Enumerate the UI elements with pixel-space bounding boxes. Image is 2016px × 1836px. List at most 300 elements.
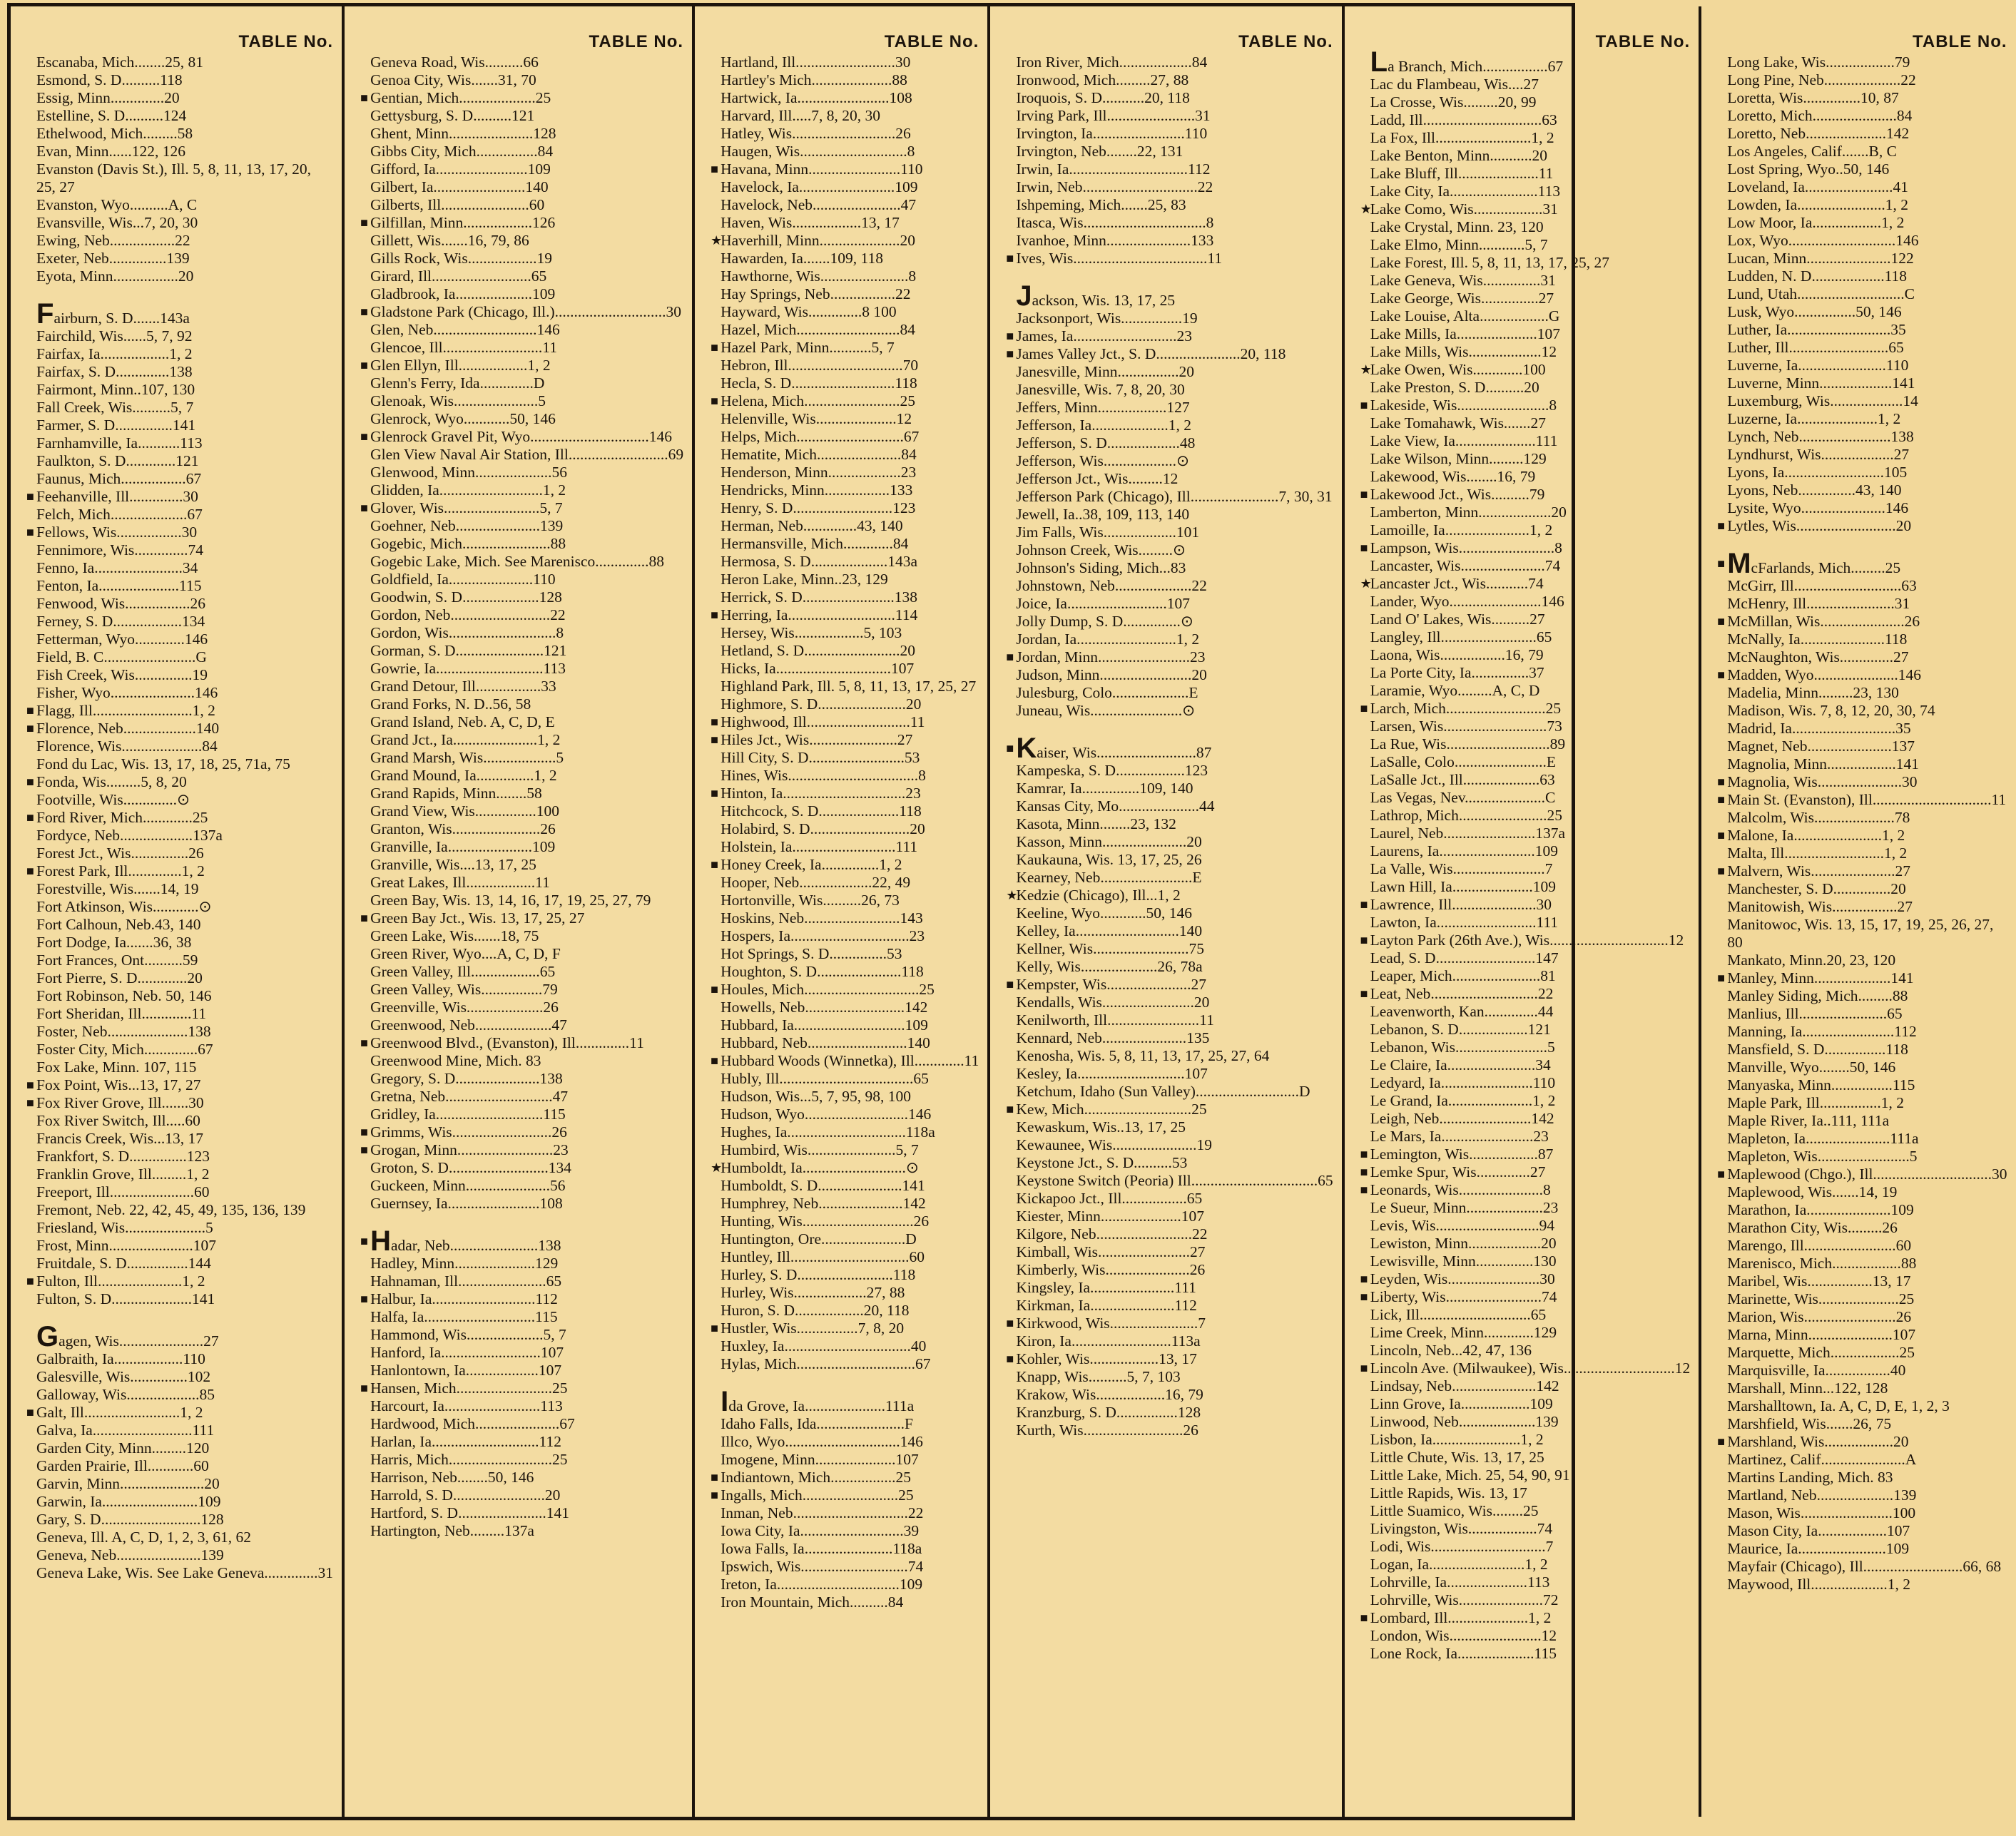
entry-text: Lake Louise, Alta..................G xyxy=(1370,307,1560,325)
entry-text: Lowden, Ia.......................1, 2 xyxy=(1727,196,1908,213)
index-entry xyxy=(721,1266,979,1284)
index-entry xyxy=(1717,517,2007,535)
index-entry xyxy=(36,1219,333,1237)
star-marker-icon: ★ xyxy=(1360,202,1372,216)
entry-text: Fenwood, Wis.................26 xyxy=(36,595,206,612)
index-entry xyxy=(1370,1003,1691,1021)
index-entry xyxy=(1016,1332,1333,1350)
square-marker-icon: ■ xyxy=(1717,556,1726,571)
index-entry xyxy=(370,785,683,802)
index-entry xyxy=(370,160,683,178)
entry-text: Essig, Minn..............20 xyxy=(36,89,180,106)
index-entry xyxy=(1016,1243,1333,1261)
square-marker-icon: ■ xyxy=(1360,487,1368,501)
index-entry xyxy=(36,1564,333,1582)
index-entry xyxy=(370,143,683,160)
entry-text: Exeter, Neb...............139 xyxy=(36,250,190,267)
index-entry xyxy=(1727,684,2007,702)
entry-text: Green Bay, Wis. 13, 14, 16, 17, 19, 25, 27, 79 xyxy=(370,892,651,909)
square-marker-icon: ■ xyxy=(711,857,718,872)
entry-text: Luverne, Minn...................141 xyxy=(1727,374,1915,392)
entry-text: Hubbard, Ia.............................109 xyxy=(721,1016,928,1034)
index-entry xyxy=(370,624,683,642)
entry-text: Ladd, Ill...............................63 xyxy=(1370,111,1557,128)
index-entry xyxy=(1727,143,2007,160)
entry-text: Maple River, Ia..111, 111a xyxy=(1727,1112,1890,1129)
entry-text: Hill City, S. D.........................53 xyxy=(721,749,920,766)
entry-text: Marna, Minn......................107 xyxy=(1727,1326,1916,1343)
entry-text: Malvern, Wis......................27 xyxy=(1727,862,1910,879)
entry-text: Hawthorne, Wis.......................8 xyxy=(721,267,917,285)
index-entry xyxy=(1016,577,1333,595)
index-entry xyxy=(36,250,333,267)
index-entry xyxy=(1006,976,1333,994)
entry-text: Gordon, Neb..........................22 xyxy=(370,606,566,623)
square-marker-icon: ■ xyxy=(711,715,718,729)
entry-text: James Valley Jct., S. D......................20, 118 xyxy=(1016,345,1286,362)
index-entry xyxy=(1370,1324,1691,1342)
index-entry xyxy=(370,250,683,267)
entry-text: Ewing, Neb.................22 xyxy=(36,232,190,249)
entry-text: Irvington, Ia........................110 xyxy=(1016,125,1208,142)
entry-text: Green Valley, Ill..................65 xyxy=(370,963,556,980)
index-entry xyxy=(1016,815,1333,833)
index-entry xyxy=(370,820,683,838)
index-entry xyxy=(1727,809,2007,827)
index-entry xyxy=(1727,1237,2007,1255)
entry-text: Frankfort, S. D...............123 xyxy=(36,1148,210,1165)
index-entry xyxy=(36,648,333,666)
table-no-header: TABLE No. xyxy=(1238,32,1333,51)
index-entry xyxy=(370,588,683,606)
entry-text: Jefferson, S. D...................48 xyxy=(1016,434,1196,452)
entry-text: Marion, Wis........................26 xyxy=(1727,1308,1912,1325)
entry-text: Kamrar, Ia...............109, 140 xyxy=(1016,780,1193,797)
entry-text: Friesland, Wis.....................5 xyxy=(36,1219,213,1236)
entry-text: Magnet, Neb......................137 xyxy=(1727,738,1915,755)
index-entry xyxy=(1360,486,1691,504)
index-entry xyxy=(721,285,979,303)
index-entry xyxy=(1370,504,1691,521)
entry-text: Guckeen, Minn......................56 xyxy=(370,1177,566,1194)
square-marker-icon: ■ xyxy=(26,810,34,825)
index-entry xyxy=(36,345,333,363)
index-entry xyxy=(370,892,683,909)
index-entry xyxy=(370,267,683,285)
index-entry xyxy=(360,428,683,446)
entry-text: Fort Calhoun, Neb.43, 140 xyxy=(36,916,201,933)
entry-text: La Rue, Wis...........................89 xyxy=(1370,735,1566,753)
entry-text: Kaiser, Wis..........................87 xyxy=(1016,733,1212,764)
entry-text: Hiles Jct., Wis.......................27 xyxy=(721,731,913,748)
index-entry xyxy=(370,374,683,392)
index-entry xyxy=(1016,232,1333,250)
entry-text: Evanston (Davis St.), Ill. 5, 8, 11, 13, 17, 20, 25, 27 xyxy=(36,160,311,195)
entry-text: Gilberts, Ill.......................60 xyxy=(370,196,545,213)
entry-text: Galbraith, Ia..................110 xyxy=(36,1350,205,1367)
entry-text: Knapp, Wis..........5, 7, 103 xyxy=(1016,1368,1181,1385)
index-entry xyxy=(1727,1255,2007,1273)
entry-text: Huntington, Ore......................D xyxy=(721,1230,917,1248)
index-entry xyxy=(1016,1225,1333,1243)
entry-text: Janesville, Minn................20 xyxy=(1016,363,1194,380)
entry-text: Kickapoo Jct., Ill.................65 xyxy=(1016,1190,1203,1207)
index-entry xyxy=(370,321,683,339)
square-marker-icon: ■ xyxy=(26,1096,34,1110)
index-entry xyxy=(370,713,683,731)
index-entry xyxy=(1370,1110,1691,1128)
index-entry xyxy=(721,1016,979,1034)
index-entry xyxy=(360,499,683,517)
index-entry xyxy=(26,1076,333,1094)
entry-text: Forest Park, Ill..............1, 2 xyxy=(36,862,205,879)
index-entry xyxy=(1016,1297,1333,1315)
index-entry xyxy=(711,713,979,731)
entry-text: Long Lake, Wis..................79 xyxy=(1727,53,1910,71)
entry-text: Gladstone Park (Chicago, Ill.).............................30 xyxy=(370,303,681,320)
square-marker-icon: ■ xyxy=(26,864,34,878)
entry-text: Loretto, Neb.....................142 xyxy=(1727,125,1910,142)
entry-text: Maribel, Wis.................13, 17 xyxy=(1727,1273,1911,1290)
index-entry xyxy=(1370,1235,1691,1253)
entry-text: Grand Mound, Ia...............1, 2 xyxy=(370,767,557,784)
entry-text: Gorman, S. D.......................121 xyxy=(370,642,567,659)
index-entry xyxy=(36,1350,333,1368)
index-entry xyxy=(1727,71,2007,89)
section-gap xyxy=(1016,720,1333,740)
entry-text: Lac du Flambeau, Wis....27 xyxy=(1370,76,1539,93)
index-entry xyxy=(1016,940,1333,958)
index-entry xyxy=(1727,410,2007,428)
entry-text: Highwood, Ill...........................11 xyxy=(721,713,925,730)
index-entry xyxy=(1016,53,1333,71)
index-entry xyxy=(1370,682,1691,700)
entry-text: Mason City, Ia..................107 xyxy=(1727,1522,1910,1539)
square-marker-icon: ■ xyxy=(711,982,718,996)
square-marker-icon: ■ xyxy=(1006,741,1014,755)
entry-text: Granville, Wis....13, 17, 25 xyxy=(370,856,536,873)
index-entry xyxy=(1370,611,1691,628)
entry-text: Ketchum, Idaho (Sun Valley)...........................D xyxy=(1016,1083,1310,1100)
index-entry xyxy=(1370,379,1691,397)
index-entry xyxy=(36,1529,333,1546)
index-entry xyxy=(1727,1540,2007,1558)
index-entry xyxy=(721,357,979,374)
index-entry xyxy=(1727,1201,2007,1219)
index-entry xyxy=(1370,468,1691,486)
index-entry xyxy=(721,464,979,481)
entry-text: Lake Elmo, Minn............5, 7 xyxy=(1370,236,1548,253)
entry-text: Leigh, Neb........................142 xyxy=(1370,1110,1554,1127)
entry-text: Johnson Creek, Wis.........⊙ xyxy=(1016,541,1186,559)
square-marker-icon: ■ xyxy=(1006,977,1014,991)
index-entry xyxy=(1360,1181,1691,1199)
entry-text: Lisbon, Ia.......................1, 2 xyxy=(1370,1431,1544,1448)
entry-text: Little Lake, Mich. 25, 54, 90, 91 xyxy=(1370,1467,1570,1484)
entry-text: London, Wis........................12 xyxy=(1370,1627,1557,1644)
index-entry xyxy=(1360,932,1691,949)
entry-text: Lucan, Minn......................122 xyxy=(1727,250,1914,267)
entry-text: Lawrence, Ill......................30 xyxy=(1370,896,1552,913)
entry-text: Helena, Mich.........................25 xyxy=(721,392,915,409)
index-entry xyxy=(721,927,979,945)
index-entry xyxy=(1370,129,1691,147)
index-entry xyxy=(360,1225,683,1257)
index-entry xyxy=(721,588,979,606)
index-entry xyxy=(1370,718,1691,735)
index-entry xyxy=(1370,183,1691,200)
index-entry xyxy=(721,1576,979,1593)
entry-text: Fairfax, S. D..............138 xyxy=(36,363,193,380)
entry-text: Florence, Wis.....................84 xyxy=(36,738,218,755)
entry-text: Grand Jct., Ia......................1, 2 xyxy=(370,731,561,748)
star-marker-icon: ★ xyxy=(1360,576,1372,591)
index-entry xyxy=(26,862,333,880)
entry-text: Glen, Neb...........................146 xyxy=(370,321,560,338)
index-column-3 xyxy=(695,6,990,1817)
index-entry xyxy=(1370,521,1691,539)
index-entry xyxy=(36,1439,333,1457)
index-entry xyxy=(1016,1118,1333,1136)
square-marker-icon: ■ xyxy=(1006,329,1014,343)
index-entry xyxy=(36,470,333,488)
index-entry xyxy=(721,820,979,838)
index-entry xyxy=(721,1302,979,1320)
entry-text: Glencoe, Ill..........................11 xyxy=(370,339,557,356)
index-entry xyxy=(26,1273,333,1290)
index-entry xyxy=(721,695,979,713)
entry-text: Lake Tomahawk, Wis.......27 xyxy=(1370,414,1547,432)
entry-text: Malta, Ill..........................1, 2 xyxy=(1727,845,1908,862)
entry-text: Magnolia, Minn..................141 xyxy=(1727,755,1919,772)
square-marker-icon: ■ xyxy=(1717,519,1726,533)
entry-text: Ivanhoe, Minn......................133 xyxy=(1016,232,1214,249)
index-entry xyxy=(1370,789,1691,807)
entry-text: Indiantown, Mich.................25 xyxy=(721,1469,912,1486)
index-entry xyxy=(1727,1112,2007,1130)
index-entry xyxy=(370,1433,683,1451)
index-entry xyxy=(36,1475,333,1493)
entry-text: Hunting, Wis.............................26 xyxy=(721,1213,930,1230)
index-entry xyxy=(1370,1039,1691,1056)
entry-text: Iron River, Mich...................84 xyxy=(1016,53,1208,71)
entry-text: Hot Springs, S. D...............53 xyxy=(721,945,902,962)
index-entry xyxy=(36,613,333,631)
entry-text: Lohrville, Ia.....................113 xyxy=(1370,1574,1550,1591)
entry-text: Glenwood, Minn....................56 xyxy=(370,464,567,481)
entry-text: Imogene, Minn.....................107 xyxy=(721,1451,919,1468)
entry-text: Huxley, Ia.................................40 xyxy=(721,1337,927,1355)
index-entry xyxy=(1370,1556,1691,1574)
index-entry xyxy=(36,1422,333,1439)
index-entry xyxy=(1370,93,1691,111)
index-entry xyxy=(36,232,333,250)
entry-text: Foster, Neb.....................138 xyxy=(36,1023,211,1040)
index-entry xyxy=(370,874,683,892)
square-marker-icon: ■ xyxy=(711,786,718,800)
index-entry xyxy=(370,1273,683,1290)
entry-text: Greenwood, Neb....................47 xyxy=(370,1016,567,1034)
entry-text: Hermosa, S. D....................143a xyxy=(721,553,917,570)
index-entry xyxy=(370,963,683,981)
index-entry xyxy=(36,595,333,613)
index-entry xyxy=(1370,1449,1691,1467)
table-no-header: TABLE No. xyxy=(238,32,334,51)
square-marker-icon: ■ xyxy=(1006,251,1014,265)
entry-text: Hendricks, Minn.................133 xyxy=(721,481,913,499)
index-entry xyxy=(36,160,333,196)
index-entry xyxy=(36,631,333,648)
index-entry xyxy=(1727,481,2007,499)
entry-text: Keeline, Wyo............50, 146 xyxy=(1016,904,1193,922)
entry-text: Manning, Ia........................112 xyxy=(1727,1023,1917,1040)
index-entry xyxy=(1717,1166,2007,1183)
index-entry xyxy=(1360,397,1691,414)
square-marker-icon: ■ xyxy=(360,305,368,319)
entry-text: Manlius, Ill.......................65 xyxy=(1727,1005,1903,1022)
square-marker-icon: ■ xyxy=(26,1078,34,1092)
entry-text: Mason, Wis........................100 xyxy=(1727,1504,1916,1521)
entry-text: Kelly, Wis....................26, 78a xyxy=(1016,958,1203,975)
square-marker-icon: ■ xyxy=(1717,668,1726,682)
index-entry xyxy=(1360,200,1691,218)
entry-text: Lathrop, Mich.......................25 xyxy=(1370,807,1562,824)
entry-text: Farnhamville, Ia...........113 xyxy=(36,434,203,452)
entry-text: Luverne, Ia.......................110 xyxy=(1727,357,1909,374)
index-entry xyxy=(1727,1558,2007,1576)
entry-text: Fisher, Wyo......................146 xyxy=(36,684,218,701)
entry-text: Hospers, Ia...............................23 xyxy=(721,927,925,944)
index-entry xyxy=(1370,254,1691,272)
square-marker-icon: ■ xyxy=(1006,1316,1014,1330)
entry-text: Goehner, Neb......................139 xyxy=(370,517,564,534)
entry-text: Hazel, Mich...........................84 xyxy=(721,321,915,338)
index-entry xyxy=(1727,107,2007,125)
square-marker-icon: ■ xyxy=(1360,1183,1368,1197)
entry-text: Ingalls, Mich.........................25 xyxy=(721,1486,914,1504)
entry-text: Gowrie, Ia............................113 xyxy=(370,660,566,677)
index-entry xyxy=(1016,613,1333,631)
entry-text: Irwin, Ia...............................112 xyxy=(1016,160,1211,178)
index-entry xyxy=(721,517,979,535)
entry-text: Fennimore, Wis..............74 xyxy=(36,541,204,559)
entry-text: Gagen, Wis......................27 xyxy=(36,1321,219,1352)
index-entry xyxy=(1016,280,1333,312)
index-entry xyxy=(1370,1199,1691,1217)
index-entry xyxy=(1727,1183,2007,1201)
index-entry xyxy=(36,1546,333,1564)
index-entry xyxy=(370,339,683,357)
entry-text: Marshalltown, Ia. A, C, D, E, 1, 2, 3 xyxy=(1727,1397,1950,1414)
entry-text: Hansen, Mich.........................25 xyxy=(370,1379,568,1397)
index-entry xyxy=(26,702,333,720)
entry-text: Irving Park, Ill.......................31 xyxy=(1016,107,1211,124)
entry-text: Florence, Neb...................140 xyxy=(36,720,220,737)
index-entry xyxy=(1360,1288,1691,1306)
index-entry xyxy=(1370,1502,1691,1520)
entry-text: James, Ia...........................23 xyxy=(1016,327,1192,345)
entry-text: Fenno, Ia.......................34 xyxy=(36,559,198,576)
index-entry xyxy=(1016,797,1333,815)
entry-text: Green Bay Jct., Wis. 13, 17, 25, 27 xyxy=(370,909,585,927)
entry-text: Garden Prairie, Ill............60 xyxy=(36,1457,209,1474)
entry-text: Herrick, S. D........................138 xyxy=(721,588,917,606)
index-entry xyxy=(1727,1469,2007,1486)
entry-text: Havelock, Neb.......................47 xyxy=(721,196,917,213)
index-entry xyxy=(1727,1451,2007,1469)
index-entry xyxy=(1360,1146,1691,1163)
index-entry xyxy=(1727,631,2007,648)
index-entry xyxy=(36,1201,333,1219)
index-entry xyxy=(1727,214,2007,232)
index-entry xyxy=(1717,862,2007,880)
index-entry xyxy=(1717,773,2007,791)
table-no-header: TABLE No. xyxy=(1913,32,2007,51)
index-entry xyxy=(1370,1092,1691,1110)
index-entry xyxy=(1360,1270,1691,1288)
index-entry xyxy=(721,1177,979,1195)
entry-text: Huntley, Ill...............................60 xyxy=(721,1248,925,1265)
index-entry xyxy=(370,695,683,713)
entry-text: Lincoln, Neb...42, 47, 136 xyxy=(1370,1342,1532,1359)
entry-text: Lox, Wyo............................146 xyxy=(1727,232,1919,249)
entry-text: Jordan, Ia..........................1, 2 xyxy=(1016,631,1200,648)
index-entry xyxy=(721,642,979,660)
index-entry xyxy=(721,303,979,321)
entry-text: Hahnaman, Ill.......................65 xyxy=(370,1273,562,1290)
index-entry xyxy=(370,1415,683,1433)
index-entry xyxy=(36,71,333,89)
index-entry xyxy=(721,1558,979,1576)
index-entry xyxy=(1370,1074,1691,1092)
index-entry xyxy=(721,945,979,963)
index-entry xyxy=(721,214,979,232)
index-entry xyxy=(1016,488,1333,506)
entry-text: Lake Bluff, Ill.....................11 xyxy=(1370,165,1554,182)
entry-text: Garden City, Minn.........120 xyxy=(36,1439,210,1457)
index-entry xyxy=(1016,125,1333,143)
index-entry xyxy=(1016,310,1333,327)
index-entry xyxy=(721,1106,979,1123)
index-entry xyxy=(1016,381,1333,399)
index-entry xyxy=(1370,1431,1691,1449)
entry-text: Grand Forks, N. D..56, 58 xyxy=(370,695,531,713)
index-entry xyxy=(1370,1056,1691,1074)
entry-text: Lamoille, Ia......................1, 2 xyxy=(1370,521,1553,539)
index-entry xyxy=(721,499,979,517)
entry-text: Jackson, Wis. 13, 17, 25 xyxy=(1016,280,1176,312)
index-entry xyxy=(36,363,333,381)
entry-text: Iron Mountain, Mich..........84 xyxy=(721,1593,904,1611)
index-entry xyxy=(370,660,683,678)
index-entry xyxy=(370,1255,683,1273)
entry-text: Farmer, S. D...............141 xyxy=(36,417,196,434)
index-column-4 xyxy=(990,6,1344,1817)
entry-text: Henry, S. D..........................123 xyxy=(721,499,916,516)
entry-text: Gladbrook, Ia....................109 xyxy=(370,285,556,302)
index-entry xyxy=(1727,321,2007,339)
index-entry xyxy=(370,196,683,214)
index-entry xyxy=(721,481,979,499)
entry-text: Highmore, S. D.......................20 xyxy=(721,695,922,713)
entry-text: Lake City, Ia.......................113 xyxy=(1370,183,1561,200)
entry-text: Manley Siding, Mich.........88 xyxy=(1727,987,1908,1004)
square-marker-icon: ■ xyxy=(360,911,368,925)
entry-text: Fish Creek, Wis...............19 xyxy=(36,666,208,683)
index-entry xyxy=(370,856,683,874)
index-entry xyxy=(370,731,683,749)
index-entry xyxy=(1370,1128,1691,1146)
